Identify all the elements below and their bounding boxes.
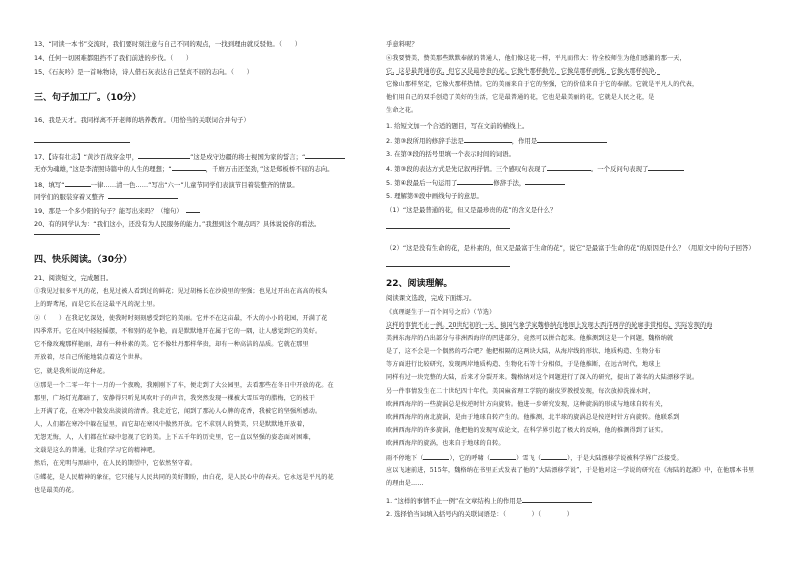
- r-question-2: [386, 136, 607, 146]
- passage-p1-line-2: 上的野鸢尾，而是它长在这最平凡的泥土里。: [34, 301, 159, 308]
- passage-p4-line-4: 人，人们都在寒冷中躲在屋里，而它却在寒风中傲然开放。它不求别人的赞美，只是默默地开放着，: [34, 421, 309, 428]
- passage-p4-line-2: 那里，广场灯光都暗了，安静得只听见风吹叶子的声音，我突然发现一棵被大雪压弯的腊梅，它的枝干: [34, 395, 315, 402]
- underlined-opening: 这样的事情不止一例。20世纪初的一天，德国气象学家魏格纳在地图上发现大西洋两岸的轮廓非常相似，实际发现的海: [386, 322, 713, 329]
- question-14: 14、任何一切困难都阻挡不了我们前进的步伐。（ ）: [34, 54, 193, 62]
- q17-text-c: 无亦为魂雄，”这是李清照诗篇中的人生的理想；“: [34, 165, 172, 173]
- passage22-p3: [386, 453, 683, 463]
- blank-r4-1[interactable]: [547, 164, 591, 171]
- passage22-p2-line-1: 另一件事情发生在二十世纪四十年代。美国麻省理工学院的谢皮罗教授发现，每次放掉洗澡水时，: [386, 388, 655, 395]
- r-question-5: 5. 理解第⑤段中画线句子的意思。: [386, 192, 483, 200]
- q17-text-d: ，千磨万击还坚劲，: [205, 165, 260, 173]
- passage22-p4: 应以飞速前进，515年，魏格纳在书里正式发表了他的“大陆漂移学说”，于是他对这一学说的研究在《海陆的起源》中，在他那本书里: [386, 467, 755, 474]
- p3-text-a: 雨不停地下（: [386, 455, 424, 462]
- q18-text-b: 一律……清一色……”写出“六一”儿童节同学们表演节目着装整齐的情景。: [90, 181, 299, 189]
- answer-line-r5-1[interactable]: [386, 228, 510, 229]
- passage-p4-line-3: 上开满了花，在寒冷中散发出淡淡的清香。我走近它，闻到了那沁人心脾的花香，我被它的坚强所感动。: [34, 408, 322, 415]
- blank-22-q1[interactable]: [522, 496, 592, 503]
- r-question-4-cont: [386, 178, 565, 188]
- section-3-title: 三、句子加工厂。（10分）: [34, 93, 142, 103]
- r-question-5-2: （2）“这是没有生命的花，是朴素的，但又是最富于生命的花”，说它“是最富于生命的花”的原因是什么？（用原文中的句子回答）: [386, 244, 755, 252]
- passage-p4-line-6: 文载是这么的普通，让我们学习它的精神吧。: [34, 447, 159, 454]
- passage22-p1-line-3: 是了，这不会是一个偶然的巧合吧？他把相隔的这两块大陆，从海岸线的形状、地质构造、生物分布: [386, 348, 661, 355]
- blank-22-3[interactable]: [541, 453, 567, 460]
- blank-18-2[interactable]: [108, 192, 178, 199]
- answer-line-r5-2[interactable]: [386, 266, 510, 267]
- r-q4-text-b: 。一个反问句表现了: [590, 165, 649, 173]
- r-q4-text-d: 修辞手法，: [493, 179, 526, 187]
- passage22-p1-line-1: [386, 321, 712, 330]
- blank-22-1[interactable]: [423, 453, 449, 460]
- blank-r2-1[interactable]: [464, 136, 512, 143]
- underlined-sentence: 它，这是最普通的花，但它又是最珍贵的花。它像牛那样勤劳，它像草那样顽强，它像水那样纯净，: [386, 68, 661, 75]
- passage-p5-line-2: 也是最美的花。: [34, 487, 78, 494]
- passage22-p5: 的理由是……: [386, 480, 424, 487]
- p3-text-c: ）雪飞（: [516, 455, 542, 462]
- q17-text-a: 17、【诗有壮志】“黄沙百战穿金甲，: [34, 153, 139, 161]
- question-22-2: 2. 选择恰当词填入括号内的关联词语是：（ ）（ ）: [386, 510, 574, 518]
- r-question-5-1: （1）“这是最普通的花，但又是最珍贵的花”的含义是什么？: [386, 206, 557, 214]
- blank-18-1[interactable]: [65, 180, 91, 187]
- blank-r4-2[interactable]: [648, 164, 684, 171]
- question-22-title: 22、阅读理解。: [386, 279, 453, 289]
- passage-p6-line-1: ⑥我要赞美，赞美那些默默奉献的普通人，他们像这花一样，平凡而伟大：待全校师生为他们感激的那一天，: [386, 55, 686, 62]
- r-q4-text-c: 5. 第④段最后一句运用了: [386, 179, 458, 187]
- r-question-3: 3. 在第③段的括号里填一个表示时间的词语。: [386, 150, 515, 158]
- blank-r2-2[interactable]: [537, 136, 607, 143]
- passage-p5-line-1: ⑤蝶花，是人民精神的象征，它只能与人民共同的美好期盼，由白花，是人民心中的春天。它永远是平凡的花: [34, 474, 334, 481]
- passage-p2-line-1: ②（ ）在我记忆深处，使我时时刻刻感受到它的美丽。它并不在这亩最，不大的小小的花园，开满了花: [34, 315, 328, 322]
- question-13: 13、“同读一本书”交流时，我们要时刻注意与自己不同的观点，一找到理由就反驳他。（ ）: [34, 40, 302, 48]
- q18-text-c: 同学们的服装穿着又整齐: [34, 193, 105, 201]
- q18-text-a: 18、填写“: [34, 181, 65, 189]
- passage-source-title: 《真理诞生于一百个问号之后》（节选）: [386, 309, 496, 316]
- passage-p4-line-5: 无怨无悔，人，人们都在忙碌中忽视了它的美。上下五千年的历史里，它一直以坚强的姿态面对困难，: [34, 434, 315, 441]
- passage-p6-line-5: 生命之花。: [386, 107, 418, 114]
- blank-17-1[interactable]: [138, 152, 190, 159]
- blank-17-2[interactable]: [305, 152, 345, 159]
- blank-17-3[interactable]: [172, 164, 206, 171]
- question-21-title: 21、阅读短文，完成题目。: [34, 274, 113, 282]
- passage-p3: 它，就是我所说的这种花。: [34, 368, 109, 375]
- blank-r4-4[interactable]: [525, 178, 565, 185]
- blank-r4-3[interactable]: [457, 178, 493, 185]
- question-20: 20、有的同学认为：“我们这小，还没有为人民服务的能力。”我想到这个观点吗？具体说说你的看法。: [34, 220, 321, 228]
- question-22-1: [386, 496, 592, 506]
- passage-p4-line-7: 然后，在光明与黑暗中，在人民的期望中，它依然坚守着。: [34, 460, 197, 467]
- passage-p6-line-2: [386, 67, 661, 76]
- q17-text-b: ”这是戍守边疆的将士视国为家的誓言；“: [190, 153, 306, 161]
- blank-22-2[interactable]: [490, 453, 516, 460]
- passage22-p1-line-2: 美洲东海岸的凸出部分与非洲西海岸的凹进部分，竟然可以拼合起来。他推测到这是一个问题，魏格纳就: [386, 335, 674, 342]
- passage-p6-line-3: 它像山那样坚定，它像火那样热情。它的美丽来自于它的坚强，它的价值来自于它的奉献。它就是平凡人的代表，: [386, 81, 699, 88]
- r-question-1: 1. 给短文加一个合适的题目，写在文前的横线上。: [386, 122, 529, 130]
- question-18-line-1: [34, 180, 299, 190]
- section-4-title: 四、快乐阅读。（30分）: [34, 255, 133, 265]
- q19-text: 19、那是一个多少阳的句子？能写出来吗？（缩句）: [34, 207, 183, 215]
- passage-continued: 乎意料呢？: [386, 40, 418, 48]
- answer-line-16[interactable]: [34, 142, 130, 143]
- passage-p6-line-4: 他们用自己的双手创造了美好的生活，它是最普通的花，它也是最美丽的花，它就是人民之花，是: [386, 94, 655, 101]
- r-q2-text-b: ，作用是: [511, 137, 538, 145]
- passage-p1-line-1: ①我见过很多平凡的花，也见过被人看到过的鲜花；见过胡杨长在沙漠里的坚强；也见过开出在高高的枝头: [34, 288, 328, 295]
- passage-p2-line-4: 开放着，尽自己所能地装点着这个世界。: [34, 354, 147, 361]
- question-15: 15、《石灰吟》是一首咏物诗，诗人借石灰表达自己坚贞不屈的志向。（ ）: [34, 68, 254, 76]
- answer-line-20[interactable]: [34, 234, 100, 235]
- p3-text-d: ），于是大陆漂移学说被科学界广泛接受。: [567, 455, 683, 462]
- question-17-line-1: [34, 152, 345, 162]
- passage-p2-line-2: 四季常开。它在风中轻轻摇摆，不和别的花争艳，而是默默地开在属于它的一隅，让人感觉到它的美好。: [34, 328, 322, 335]
- passage-p2-line-3: 它不像玫瑰那样艳丽，却有一种朴素的美。它不像牡丹那样华贵，却有一种高洁的品质。它就在那里: [34, 341, 309, 348]
- passage-p4-line-1: ③那是一个二零一年十一月的一个夜晚，我刚刚下了车，便走到了大公园里，去看那些在冬日中开放的花。在: [34, 382, 334, 389]
- q22-1-text: 1. “这样的事情不止一例”在文章结构上的作用是: [386, 497, 523, 505]
- passage22-p2-line-4: 欧洲西海岸的许多旋涡，他把他的发现写成论文，在科学界引起了极大的反响，他的推测得到了证实。: [386, 427, 667, 434]
- question-19: [34, 206, 200, 216]
- question-16: 16、我是天才。我同样离不开老师的培养教育。（用恰当的关联词合并句子）: [34, 116, 250, 124]
- passage22-p1-line-4: 等方面进行比较研究，发现两岸地质构造、生物化石等十分相似，于是他推断，在远古时代，地球上: [386, 361, 661, 368]
- r-q2-text-a: 2. 第③段所用的修辞手法是: [386, 137, 464, 145]
- question-17-line-2: [34, 164, 334, 174]
- r-q4-text-a: 4. 第③段的表达方式是先记叙再抒情。三个感叹句表现了: [386, 165, 547, 173]
- r-question-4: [386, 164, 684, 174]
- blank-19[interactable]: [186, 206, 200, 213]
- question-18-line-2: [34, 192, 178, 202]
- p3-text-b: ），它的呼啸（: [449, 455, 491, 462]
- q17-text-e: ”这是郑板桥不屈的志向。: [259, 165, 334, 173]
- passage22-p1-line-5: 同样有过一块完整的大陆，后来才分裂开来。魏格纳对这个问题进行了深入的研究，提出了著名的大陆漂移学说。: [386, 374, 699, 381]
- passage22-p2-line-2: 欧洲西海岸的一些旋涡总是按逆时针方向旋转。他进一步研究发现，这种旋涡的形成与地球自转有关，: [386, 401, 667, 408]
- passage22-p2-line-3: 欧洲西海岸的南北旋涡，是由于地球自转产生的。他推测，北半球的旋涡总是按逆时针方向旋转。他联系到: [386, 414, 680, 421]
- question-22-intro: 阅读课文选段，完成下面练习。: [386, 294, 476, 302]
- passage22-p2-line-5: 欧洲西海岸的旋涡，也来自于地球的自转。: [386, 440, 505, 447]
